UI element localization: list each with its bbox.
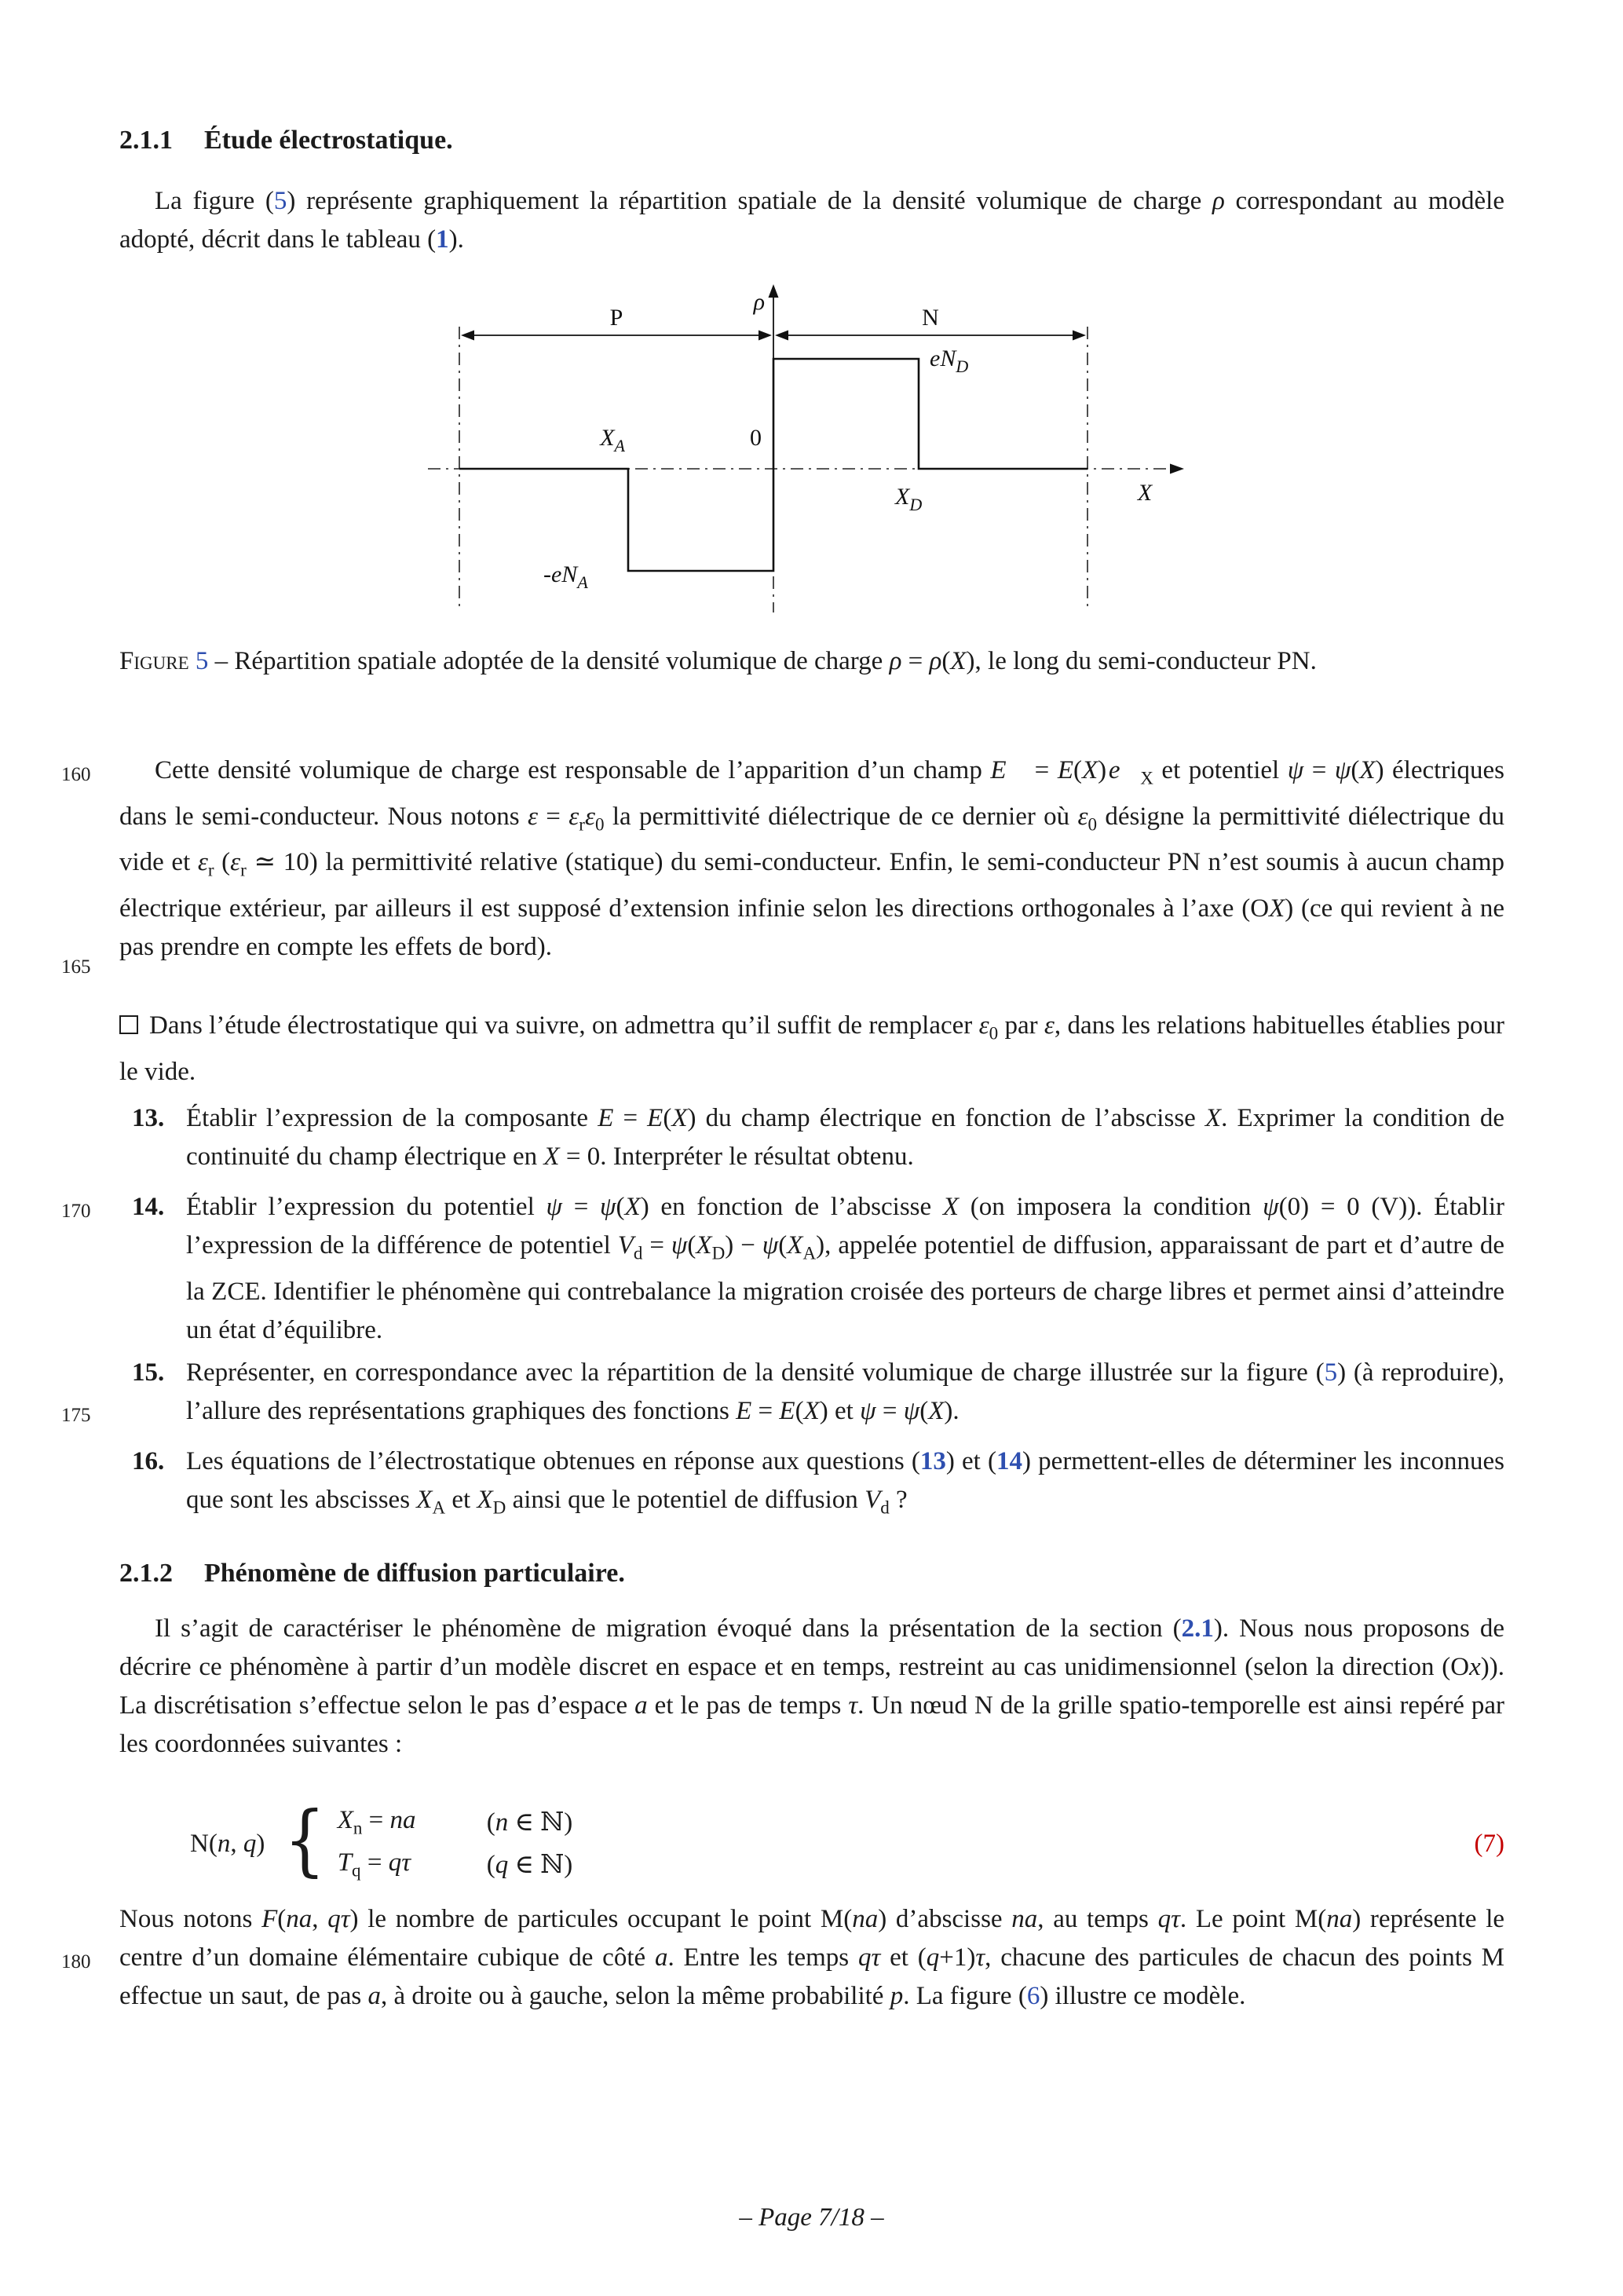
xa-label: $X_A$ <box>600 425 625 455</box>
case-row-time <box>338 1848 573 1881</box>
table-1-ref[interactable]: 1 <box>436 225 449 254</box>
case-expression: $T_q = q\tau$ <box>337 1848 411 1881</box>
section-title: Phénomène de diffusion particulaire. <box>204 1559 625 1588</box>
question-text: Établir l’expression de la composante E = E(X) du champ électrique en fonction de l’abscisse X. Exprimer la condition de continuité du champ électrique en X = 0. Interpréter le résultat obtenu. <box>186 1104 1504 1171</box>
figure-caption <box>119 642 1504 681</box>
question-number: 13. <box>132 1104 165 1132</box>
positive-level-label: $eN_D$ <box>930 345 969 376</box>
page-footer: – Page 7/18 – <box>739 2203 884 2232</box>
question-13-ref[interactable]: 13 <box>919 1447 946 1475</box>
caption-dash: – <box>214 647 228 675</box>
question-16 <box>119 1442 1504 1527</box>
question-text: Représenter, en correspondance avec la répartition de la densité volumique de charge illustrée sur la figure (5) (à reproduire), l’allure des représentations graphiques des fonctions E = E(X) et ψ = ψ(X). <box>186 1358 1504 1425</box>
n-region-arrowhead-right <box>1073 331 1086 341</box>
section-number: 2.1.2 <box>119 1559 173 1588</box>
section-heading-2-1-2 <box>119 1559 625 1589</box>
section-2-1-ref[interactable]: 2.1 <box>1181 1614 1214 1643</box>
x-axis-arrowhead <box>1170 464 1184 474</box>
region-label-n: N <box>922 305 939 331</box>
region-label-p: P <box>609 305 623 331</box>
open-square-icon <box>119 1015 138 1034</box>
diffusion-intro-paragraph: Il s’agit de caractériser le phénomène de migration évoqué dans la présentation de la section (2.1). Nous nous proposons de décrire ce phénomène à partir d’un modèle discret en espace et en temps, restreint au cas unidimensionnel (selon la direction (Ox)). La discrétisation s’effectue selon le pas d’espace a et le pas de temps τ. Un nœud N de la grille spatio-temporelle est ainsi repéré par les coordonnées suivantes : <box>119 1614 1505 1758</box>
section-number: 2.1.1 <box>119 126 173 155</box>
remark-text: Dans l’étude électrostatique qui va suivre, on admettra qu’il suffit de remplacer $\varepsilon_0$ par ε, dans les relations habituelles établies pour le vide. <box>119 1011 1505 1086</box>
intro-paragraph: La figure (5) représente graphiquement la répartition spatiale de la densité volumique de charge ρ correspondant au modèle adopté, décrit dans le tableau (1). <box>119 187 1505 254</box>
section-title: Étude électrostatique. <box>204 126 453 155</box>
origin-label: 0 <box>750 425 762 451</box>
margin-line-number-165: 165 <box>61 956 91 978</box>
margin-line-number-175: 175 <box>61 1405 91 1426</box>
question-text: Les équations de l’électrostatique obtenues en réponse aux questions (13) et (14) permettent-elles de déterminer les inconnues que sont les abscisses $X_A$ et $X_D$ ainsi que le potentiel de diffusion $V_d$ ? <box>186 1447 1504 1518</box>
margin-line-number-180: 180 <box>61 1951 91 1972</box>
question-number: 14. <box>132 1193 165 1221</box>
p-region-arrowhead-left <box>461 331 474 341</box>
equation-node-label: N(n, q) <box>190 1829 265 1858</box>
charge-density-step-curve <box>459 359 1087 571</box>
question-number: 16. <box>132 1447 165 1475</box>
question-14-ref[interactable]: 14 <box>996 1447 1022 1475</box>
figure-5-ref[interactable]: 5 <box>273 187 287 215</box>
caption-text: Répartition spatiale adoptée de la densité volumique de charge ρ = ρ(X), le long du semi-conducteur PN. <box>234 647 1317 675</box>
x-axis-label: X <box>1137 480 1153 506</box>
equation-cases <box>338 1806 573 1881</box>
margin-line-number-170: 170 <box>61 1201 91 1222</box>
question-14 <box>119 1188 1504 1350</box>
remark-paragraph <box>119 1007 1504 1091</box>
question-15 <box>119 1354 1504 1431</box>
rho-axis-label: ρ <box>753 289 765 315</box>
xd-label: $X_D$ <box>895 484 923 514</box>
question-number: 15. <box>132 1358 165 1387</box>
equation-7 <box>119 1793 1504 1895</box>
case-row-space <box>338 1806 573 1839</box>
question-text: Établir l’expression du potentiel ψ = ψ(X) en fonction de l’abscisse X (on imposera la condition ψ(0) = 0 (V)). Établir l’expression de la différence de potentiel $V_d = \psi(X_D) - \psi(X_A)$, appelée potentiel de diffusion, apparaissant de part et d’autre de la ZCE. Identifier le phénomène qui contrebalance la migration croisée des porteurs de charge libres et permet ainsi d’atteindre un état d’équilibre. <box>186 1193 1504 1344</box>
case-condition: (q ∈ ℕ) <box>486 1851 573 1879</box>
negative-level-label: $-eN_A$ <box>543 561 588 592</box>
case-condition: (n ∈ ℕ) <box>486 1808 573 1837</box>
margin-line-number-160: 160 <box>61 764 91 785</box>
discrete-model-paragraph: Nous notons F(na, qτ) le nombre de particules occupant le point M(na) d’abscisse na, au temps qτ. Le point M(na) représente le centre d’un domaine élémentaire cubique de côté a. Entre les temps qτ et (q+1)τ, chacune des particules de chacun des points M effectue un saut, de pas a, à droite ou à gauche, selon la même probabilité p. La figure (6) illustre ce modèle. <box>119 1905 1505 2010</box>
n-region-arrowhead-left <box>775 331 788 341</box>
figure-number-link[interactable]: 5 <box>195 647 209 675</box>
figure-5-charge-density-diagram <box>393 276 1201 630</box>
rho-axis-arrowhead <box>769 284 779 298</box>
p-region-arrowhead-right <box>758 331 772 341</box>
cases-brace: { <box>284 1796 327 1885</box>
equation-number-link[interactable]: (7) <box>1474 1829 1504 1858</box>
figure-5-ref[interactable]: 5 <box>1324 1358 1338 1387</box>
density-field-paragraph: Cette densité volumique de charge est responsable de l’apparition d’un champ E⃗ = E(X) $e⃗_X$ et potentiel ψ = ψ(X) électriques dans le semi-conducteur. Nous notons $\varepsilon = \varepsilon_r\varepsilon_0$ la permittivité diélectrique de ce dernier où $\varepsilon_0$ désigne la permittivité diélectrique du vide et $\varepsilon_r$ ($\varepsilon_r$ ≃ 10) la permittivité relative (statique) du semi-conducteur. Enfin, le semi-conducteur PN n’est soumis à aucun champ électrique extérieur, par ailleurs il est supposé d’extension infinie selon les directions orthogonales à l’axe (OX) (ce qui revient à ne pas prendre en compte les effets de bord). <box>119 756 1504 961</box>
case-expression: $X_n$ = na <box>337 1806 416 1838</box>
figure-6-ref[interactable]: 6 <box>1026 1982 1040 2010</box>
caption-prefix: Figure <box>119 647 189 675</box>
question-13 <box>119 1099 1504 1176</box>
section-heading-2-1-1 <box>119 126 453 155</box>
